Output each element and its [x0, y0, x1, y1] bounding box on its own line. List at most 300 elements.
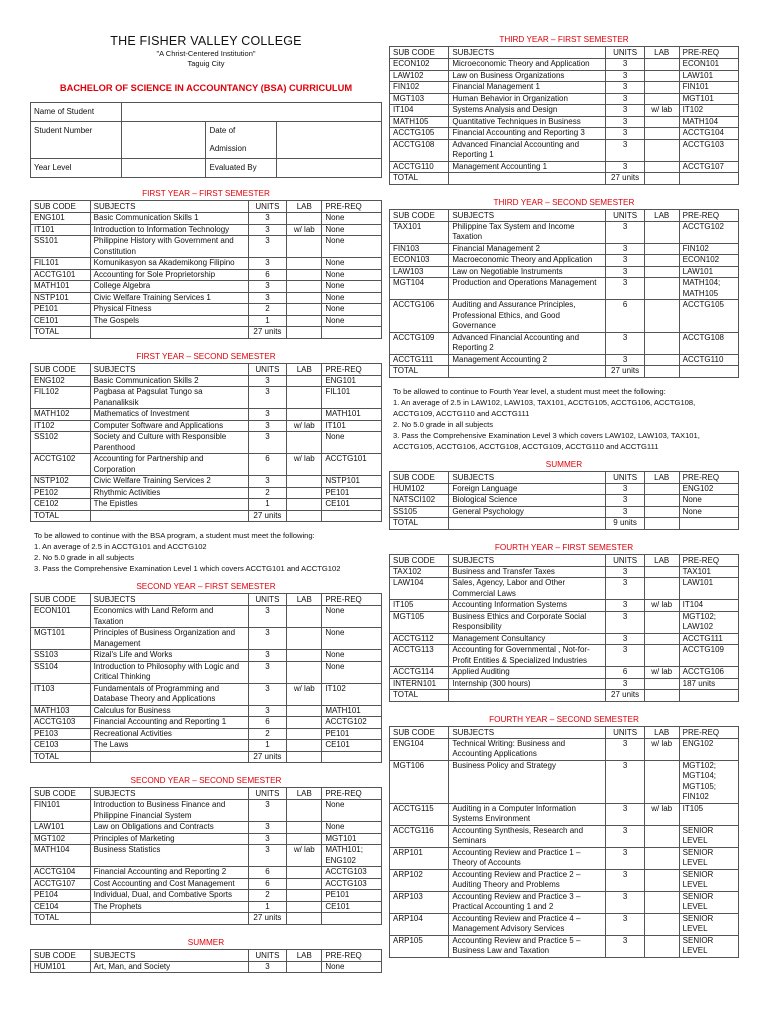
table-row [390, 578, 739, 600]
table-row [390, 506, 739, 518]
subject-units: 3 [606, 82, 644, 94]
admission-date-field[interactable] [276, 122, 381, 159]
column-header-lab: LAB [644, 726, 679, 738]
table-row [390, 738, 739, 760]
subject-lab [644, 139, 679, 161]
subject-units: 3 [606, 803, 644, 825]
subject-lab [287, 901, 322, 913]
semester-section [389, 34, 739, 185]
subject-title: Introduction to Business Finance and Philippine Financial System [90, 800, 248, 822]
subject-units: 1 [248, 315, 287, 327]
column-header-units: UNITS [606, 726, 644, 738]
total-row [390, 366, 739, 378]
subject-lab [287, 890, 322, 902]
subject-prereq: None [322, 292, 382, 304]
column-header-subjects: SUBJECTS [449, 471, 606, 483]
subject-lab [287, 315, 322, 327]
table-row [390, 825, 739, 847]
subject-prereq: ECON102 [679, 255, 738, 267]
subject-title: Macroeconomic Theory and Application [449, 255, 606, 267]
subject-title: Financial Accounting and Reporting 2 [90, 867, 248, 879]
subject-code: SS105 [390, 506, 449, 518]
subject-units: 1 [248, 901, 287, 913]
subject-prereq: 187 units [679, 678, 738, 690]
subject-lab [644, 243, 679, 255]
curriculum-table [30, 200, 382, 339]
subject-units: 3 [248, 606, 287, 628]
total-spacer [644, 173, 679, 185]
table-header-row [31, 594, 382, 606]
subject-lab [287, 387, 322, 409]
note-line: To be allowed to continue with the BSA program, a student must meet the following: [34, 531, 315, 540]
subject-code: HUM102 [390, 483, 449, 495]
subject-units: 3 [606, 332, 644, 354]
subject-lab [287, 499, 322, 511]
subject-code: MGT102 [31, 833, 91, 845]
table-row [31, 901, 382, 913]
semester-title: FOURTH YEAR – FIRST SEMESTER [494, 542, 634, 552]
subject-title: Management Consultancy [449, 633, 606, 645]
column-header-lab: LAB [287, 201, 322, 213]
subject-units: 3 [606, 566, 644, 578]
subject-title: Cost Accounting and Cost Management [90, 878, 248, 890]
subject-code: FIL102 [31, 387, 91, 409]
student-number-field[interactable] [122, 122, 206, 159]
subject-code: ACCTG115 [390, 803, 449, 825]
subject-prereq: FIL101 [322, 387, 382, 409]
total-label: TOTAL [390, 518, 449, 530]
curriculum-table [389, 554, 739, 702]
subject-units: 3 [248, 213, 287, 225]
subject-prereq: ACCTG102 [679, 221, 738, 243]
college-motto: "A Christ-Centered Institution" [156, 49, 256, 58]
subject-code: FIL101 [31, 258, 91, 270]
subject-units: 3 [606, 506, 644, 518]
subject-lab [644, 913, 679, 935]
table-header-row [390, 47, 739, 59]
total-spacer [679, 518, 738, 530]
column-header-units: UNITS [606, 471, 644, 483]
table-row [390, 161, 739, 173]
table-row [31, 432, 382, 454]
subject-title: Systems Analysis and Design [449, 105, 606, 117]
table-row [390, 255, 739, 267]
subject-lab [644, 506, 679, 518]
column-header-code: SUB CODE [31, 788, 91, 800]
subject-code: TAX101 [390, 221, 449, 243]
semester-title: FIRST YEAR – SECOND SEMESTER [136, 351, 276, 361]
subject-title: Production and Operations Management [449, 278, 606, 300]
subject-lab: w/ lab [287, 454, 322, 476]
subject-title: Accounting for Sole Proprietorship [90, 269, 248, 281]
subject-prereq: ACCTG107 [679, 161, 738, 173]
subject-lab [644, 483, 679, 495]
subject-units: 3 [606, 645, 644, 667]
subject-lab [644, 128, 679, 140]
subject-title: Accounting Review and Practice 2 – Auditing Theory and Problems [449, 869, 606, 891]
table-row [390, 116, 739, 128]
subject-code: NSTP102 [31, 476, 91, 488]
column-header-prereq: PRE-REQ [679, 726, 738, 738]
subject-lab [287, 432, 322, 454]
subject-units: 3 [606, 913, 644, 935]
note-line: 1. An average of 2.5 in ACCTG101 and ACCTG102 [34, 542, 207, 551]
subject-title: Quantitative Techniques in Business [449, 116, 606, 128]
subject-code: FIN102 [390, 82, 449, 94]
subject-prereq: ENG102 [679, 738, 738, 760]
subject-title: Accounting Review and Practice 3 – Practical Accounting 1 and 2 [449, 891, 606, 913]
subject-lab [287, 961, 322, 973]
table-row [390, 566, 739, 578]
subject-code: ARP101 [390, 847, 449, 869]
subject-prereq: IT101 [322, 420, 382, 432]
subject-units: 6 [248, 878, 287, 890]
subject-lab [644, 847, 679, 869]
subject-prereq: None [322, 224, 382, 236]
column-header-prereq: PRE-REQ [322, 594, 382, 606]
subject-units: 3 [248, 224, 287, 236]
subject-lab [644, 116, 679, 128]
column-header-lab: LAB [287, 363, 322, 375]
subject-title: Principles of Marketing [90, 833, 248, 845]
subject-units: 3 [606, 266, 644, 278]
subject-units: 3 [606, 128, 644, 140]
column-header-lab: LAB [644, 554, 679, 566]
table-row [390, 59, 739, 71]
subject-code: INTERN101 [390, 678, 449, 690]
column-header-subjects: SUBJECTS [449, 726, 606, 738]
subject-prereq: ACCTG103 [322, 878, 382, 890]
subject-lab [644, 70, 679, 82]
total-row [31, 751, 382, 763]
subject-title: Advanced Financial Accounting and Reporting 2 [449, 332, 606, 354]
subject-prereq: LAW101 [679, 266, 738, 278]
subject-prereq: SENIOR LEVEL [679, 825, 738, 847]
table-header-row [31, 201, 382, 213]
subject-code: PE104 [31, 890, 91, 902]
subject-prereq: None [322, 315, 382, 327]
subject-units: 3 [606, 495, 644, 507]
table-row [390, 105, 739, 117]
curriculum-table [30, 787, 382, 925]
subject-title: The Gospels [90, 315, 248, 327]
subject-units: 3 [248, 683, 287, 705]
total-spacer [679, 366, 738, 378]
subject-code: CE104 [31, 901, 91, 913]
total-label: TOTAL [390, 366, 449, 378]
subject-prereq: None [322, 269, 382, 281]
total-row [31, 913, 382, 925]
subject-units: 3 [248, 800, 287, 822]
subject-title: College Algebra [90, 281, 248, 293]
subject-code: ACCTG112 [390, 633, 449, 645]
subject-prereq: MGT102; LAW102 [679, 611, 738, 633]
subject-units: 6 [606, 667, 644, 679]
subject-title: Business Ethics and Corporate Social Responsibility [449, 611, 606, 633]
column-header-code: SUB CODE [31, 949, 91, 961]
column-header-lab: LAB [644, 47, 679, 59]
total-spacer [287, 327, 322, 339]
subject-units: 3 [606, 105, 644, 117]
subject-code: IT103 [31, 683, 91, 705]
subject-lab: w/ lab [644, 600, 679, 612]
subject-title: Physical Fitness [90, 304, 248, 316]
subject-units: 3 [248, 432, 287, 454]
subject-code: LAW104 [390, 578, 449, 600]
column-header-code: SUB CODE [390, 47, 449, 59]
total-spacer [322, 510, 382, 522]
subject-code: MGT101 [31, 628, 91, 650]
subject-lab [644, 633, 679, 645]
column-header-prereq: PRE-REQ [322, 201, 382, 213]
subject-title: Applied Auditing [449, 667, 606, 679]
subject-units: 3 [606, 93, 644, 105]
subject-title: Computer Software and Applications [90, 420, 248, 432]
total-units: 9 units [606, 518, 644, 530]
subject-lab [644, 678, 679, 690]
subject-prereq: MGT101 [679, 93, 738, 105]
subject-units: 3 [606, 633, 644, 645]
subject-prereq: ACCTG108 [679, 332, 738, 354]
subject-lab [644, 869, 679, 891]
table-row [390, 354, 739, 366]
table-row [31, 409, 382, 421]
table-row [390, 82, 739, 94]
subject-lab [644, 266, 679, 278]
subject-prereq: ENG102 [679, 483, 738, 495]
column-header-prereq: PRE-REQ [679, 554, 738, 566]
total-units: 27 units [248, 751, 287, 763]
subject-prereq: FIN101 [679, 82, 738, 94]
subject-units: 3 [606, 278, 644, 300]
semester-title: THIRD YEAR – SECOND SEMESTER [493, 197, 635, 207]
subject-prereq: TAX101 [679, 566, 738, 578]
curriculum-table [389, 726, 739, 958]
subject-code: LAW101 [31, 822, 91, 834]
table-row [31, 890, 382, 902]
subject-lab [287, 705, 322, 717]
table-row [31, 476, 382, 488]
subject-prereq: SENIOR LEVEL [679, 891, 738, 913]
column-header-units: UNITS [606, 554, 644, 566]
subject-prereq: SENIOR LEVEL [679, 935, 738, 957]
subject-lab: w/ lab [287, 683, 322, 705]
table-row [31, 961, 382, 973]
semester-section [30, 775, 382, 925]
curriculum-table [30, 949, 382, 974]
subject-title: Business Policy and Strategy [449, 760, 606, 803]
subject-code: ACCTG101 [31, 269, 91, 281]
subject-prereq: ECON101 [679, 59, 738, 71]
table-row [31, 833, 382, 845]
table-row [31, 717, 382, 729]
subject-prereq: MATH101 [322, 409, 382, 421]
subject-units: 1 [248, 740, 287, 752]
subject-prereq: NSTP101 [322, 476, 382, 488]
subject-lab [644, 278, 679, 300]
subject-lab [644, 935, 679, 957]
semester-title: SUMMER [545, 459, 583, 469]
note-line: 2. No 5.0 grade in all subjects [34, 553, 135, 562]
subject-prereq: CE101 [322, 901, 382, 913]
column-header-subjects: SUBJECTS [90, 949, 248, 961]
column-header-prereq: PRE-REQ [679, 471, 738, 483]
subject-lab: w/ lab [644, 803, 679, 825]
table-header-row [390, 471, 739, 483]
note-line: 2. No 5.0 grade in all subjects [393, 419, 494, 429]
subject-code: IT102 [31, 420, 91, 432]
total-units: 27 units [248, 913, 287, 925]
subject-lab [644, 255, 679, 267]
subject-title: The Prophets [90, 901, 248, 913]
semester-section [30, 937, 382, 974]
total-spacer [90, 510, 248, 522]
subject-units: 1 [248, 499, 287, 511]
table-row [31, 845, 382, 867]
right-column [389, 0, 739, 958]
total-label: TOTAL [390, 173, 449, 185]
column-header-lab: LAB [644, 209, 679, 221]
subject-code: ACCTG110 [390, 161, 449, 173]
total-row [31, 327, 382, 339]
column-header-subjects: SUBJECTS [90, 201, 248, 213]
subject-prereq: PE101 [322, 728, 382, 740]
subject-lab: w/ lab [644, 738, 679, 760]
subject-lab [287, 628, 322, 650]
total-spacer [287, 510, 322, 522]
subject-prereq: CE101 [322, 740, 382, 752]
total-units: 27 units [248, 327, 287, 339]
subject-prereq: IT105 [679, 803, 738, 825]
subject-units: 3 [248, 845, 287, 867]
subject-lab [644, 566, 679, 578]
subject-code: ACCTG104 [31, 867, 91, 879]
table-row [31, 420, 382, 432]
subject-code: SS103 [31, 650, 91, 662]
subject-title: Rhythmic Activities [90, 487, 248, 499]
admission-date-label: Date of Admission [206, 122, 276, 159]
total-label: TOTAL [31, 913, 91, 925]
table-row [31, 387, 382, 409]
subject-title: Management Accounting 1 [449, 161, 606, 173]
subject-lab [287, 304, 322, 316]
subject-units: 6 [248, 454, 287, 476]
table-row [31, 269, 382, 281]
subject-prereq: LAW101 [679, 578, 738, 600]
subject-title: Internship (300 hours) [449, 678, 606, 690]
subject-code: LAW102 [390, 70, 449, 82]
subject-code: MGT104 [390, 278, 449, 300]
subject-code: MATH105 [390, 116, 449, 128]
table-row [31, 304, 382, 316]
column-header-units: UNITS [248, 363, 287, 375]
table-row [390, 128, 739, 140]
semester-section [389, 197, 739, 378]
evaluated-by-field[interactable] [276, 159, 381, 178]
curriculum-table [389, 46, 739, 185]
subject-title: Komunikasyon sa Akademikong Filipino [90, 258, 248, 270]
subject-code: MGT103 [390, 93, 449, 105]
table-row [390, 847, 739, 869]
subject-lab [287, 822, 322, 834]
subject-prereq: None [679, 495, 738, 507]
semester-title: THIRD YEAR – FIRST SEMESTER [499, 35, 629, 44]
subject-prereq: MATH101; ENG102 [322, 845, 382, 867]
subject-prereq: None [322, 650, 382, 662]
subject-title: Accounting Synthesis, Research and Seminars [449, 825, 606, 847]
total-spacer [449, 690, 606, 702]
table-row [31, 628, 382, 650]
subject-code: IT105 [390, 600, 449, 612]
subject-title: Introduction to Philosophy with Logic and Critical Thinking [90, 661, 248, 683]
total-spacer [322, 751, 382, 763]
student-name-field[interactable] [122, 103, 382, 122]
subject-title: Biological Science [449, 495, 606, 507]
subject-title: Financial Management 2 [449, 243, 606, 255]
subject-units: 3 [248, 375, 287, 387]
total-spacer [90, 751, 248, 763]
subject-lab [287, 800, 322, 822]
subject-prereq: MATH104; MATH105 [679, 278, 738, 300]
subject-lab [644, 354, 679, 366]
subject-units: 2 [248, 487, 287, 499]
semester-title: FOURTH YEAR – SECOND SEMESTER [489, 714, 639, 724]
subject-lab [287, 409, 322, 421]
subject-prereq: CE101 [322, 499, 382, 511]
subject-code: SS102 [31, 432, 91, 454]
column-header-lab: LAB [287, 788, 322, 800]
subject-prereq: IT104 [679, 600, 738, 612]
subject-lab [287, 375, 322, 387]
subject-prereq: ENG101 [322, 375, 382, 387]
subject-prereq: None [322, 961, 382, 973]
table-row [390, 611, 739, 633]
table-header-row [390, 726, 739, 738]
subject-units: 3 [606, 891, 644, 913]
table-row [390, 221, 739, 243]
subject-units: 3 [606, 578, 644, 600]
subject-prereq: ACCTG101 [322, 454, 382, 476]
total-spacer [287, 913, 322, 925]
table-row [31, 606, 382, 628]
semester-section [389, 542, 739, 702]
subject-code: MATH102 [31, 409, 91, 421]
subject-prereq: None [322, 281, 382, 293]
column-header-subjects: SUBJECTS [449, 554, 606, 566]
table-row [390, 278, 739, 300]
table-row [390, 332, 739, 354]
table-row [390, 678, 739, 690]
subject-title: Auditing and Assurance Principles, Professional Ethics, and Good Governance [449, 300, 606, 333]
table-row [31, 740, 382, 752]
subject-code: FIN101 [31, 800, 91, 822]
note-line: 3. Pass the Comprehensive Examination Level 3 which covers LAW102, LAW103, TAX101, ACCTG105, ACCTG106, ACCTG108, ACCTG109, ACCTG110 and ACCTG111 [393, 430, 700, 451]
left-column [30, 0, 382, 973]
year-level-field[interactable] [122, 159, 206, 178]
column-header-lab: LAB [287, 949, 322, 961]
subject-lab: w/ lab [287, 224, 322, 236]
subject-units: 2 [248, 890, 287, 902]
subject-units: 3 [606, 70, 644, 82]
subject-title: Economics with Land Reform and Taxation [90, 606, 248, 628]
total-spacer [322, 327, 382, 339]
college-name: THE FISHER VALLEY COLLEGE [110, 34, 302, 48]
subject-title: Auditing in a Computer Information Systems Environment [449, 803, 606, 825]
table-row [390, 139, 739, 161]
subject-prereq: None [322, 628, 382, 650]
total-spacer [449, 366, 606, 378]
subject-prereq: None [322, 304, 382, 316]
